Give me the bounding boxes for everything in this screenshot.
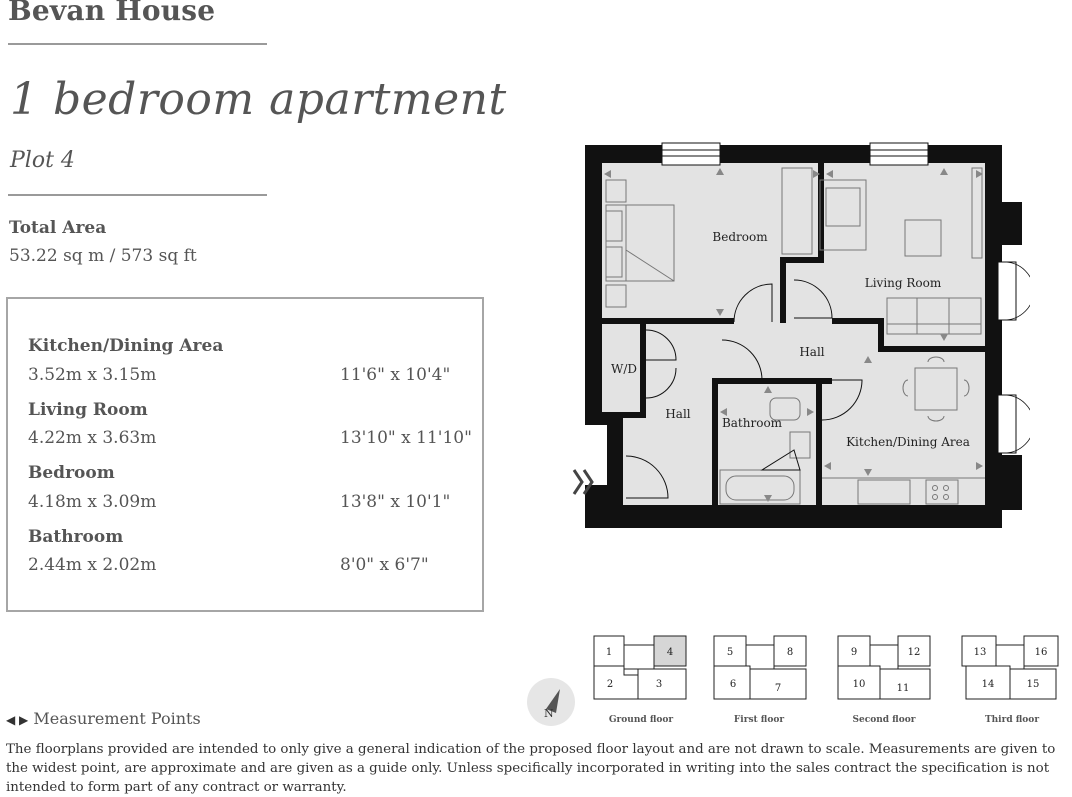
plan-label-bedroom: Bedroom	[712, 230, 768, 244]
building-name: Bevan House	[8, 0, 216, 27]
disclaimer: The floorplans provided are intended to only give a general indication of the proposed floor layout and are not drawn to scale. Measurements are given to the widest point, are approximate and are given as a guide only. Unless specifically incorporated in writing into the sales contract the specification is not intended to form part of any contract or warranty.	[6, 742, 1056, 795]
measurement-points-label: Measurement Points	[33, 709, 201, 728]
floor-plan	[560, 135, 1030, 535]
key-plot-number: 13	[973, 647, 987, 658]
key-plot-number: 8	[786, 647, 794, 658]
floor-label: Ground floor	[608, 715, 674, 725]
key-plot-number: 10	[852, 679, 866, 690]
total-area-value: 53.22 sq m / 573 sq ft	[9, 246, 197, 266]
key-plans	[590, 633, 1070, 705]
room-metric: 4.18m x 3.09m	[28, 492, 157, 512]
header-divider	[8, 43, 267, 45]
room-metric: 3.52m x 3.15m	[28, 365, 157, 385]
room-name: Bathroom	[28, 527, 124, 547]
key-plan-first	[714, 636, 806, 699]
room-name: Kitchen/Dining Area	[28, 336, 224, 356]
compass-north-label: N	[544, 707, 554, 720]
compass-icon	[526, 677, 576, 727]
room-imperial: 11'6" x 10'4"	[340, 365, 451, 385]
key-plot-number: 6	[729, 679, 737, 690]
key-plan-third	[962, 636, 1058, 699]
apartment-title: 1 bedroom apartment	[10, 74, 507, 125]
measurement-points-legend	[6, 709, 201, 728]
plot-number: Plot 4	[10, 148, 75, 173]
key-plot-number: 4	[666, 647, 674, 658]
room-name: Living Room	[28, 400, 148, 420]
room-imperial: 13'8" x 10'1"	[340, 492, 451, 512]
key-plot-number: 9	[850, 647, 858, 658]
key-plot-number: 7	[774, 683, 782, 694]
key-plan-second	[838, 636, 930, 699]
plan-label-wd: W/D	[611, 362, 637, 376]
key-plan-ground	[594, 636, 686, 699]
key-plot-number: 5	[726, 647, 734, 658]
floor-label: Second floor	[852, 715, 916, 725]
key-plot-number: 14	[981, 679, 995, 690]
key-plot-number: 3	[655, 679, 663, 690]
plan-label-kitchen: Kitchen/Dining Area	[846, 435, 970, 449]
room-metric: 2.44m x 2.02m	[28, 555, 157, 575]
key-plot-number: 16	[1034, 647, 1048, 658]
plan-label-hall-lower: Hall	[665, 407, 691, 421]
key-plot-number: 1	[605, 647, 613, 658]
room-name: Bedroom	[28, 463, 115, 483]
total-area-label: Total Area	[9, 218, 107, 238]
key-plot-number: 12	[907, 647, 921, 658]
measurement-arrows-icon: ◀ ▶	[6, 713, 29, 727]
floor-label: Third floor	[984, 715, 1040, 725]
key-plot-number: 15	[1026, 679, 1040, 690]
plan-label-bathroom: Bathroom	[721, 416, 783, 430]
room-imperial: 8'0" x 6'7"	[340, 555, 429, 575]
room-imperial: 13'10" x 11'10"	[340, 428, 472, 448]
key-plot-number: 2	[606, 679, 614, 690]
plot-divider	[8, 194, 267, 196]
plan-label-hall-upper: Hall	[799, 345, 825, 359]
plan-label-living-room: Living Room	[864, 276, 942, 290]
room-metric: 4.22m x 3.63m	[28, 428, 157, 448]
key-plot-number: 11	[896, 683, 910, 694]
floor-label: First floor	[733, 715, 785, 725]
